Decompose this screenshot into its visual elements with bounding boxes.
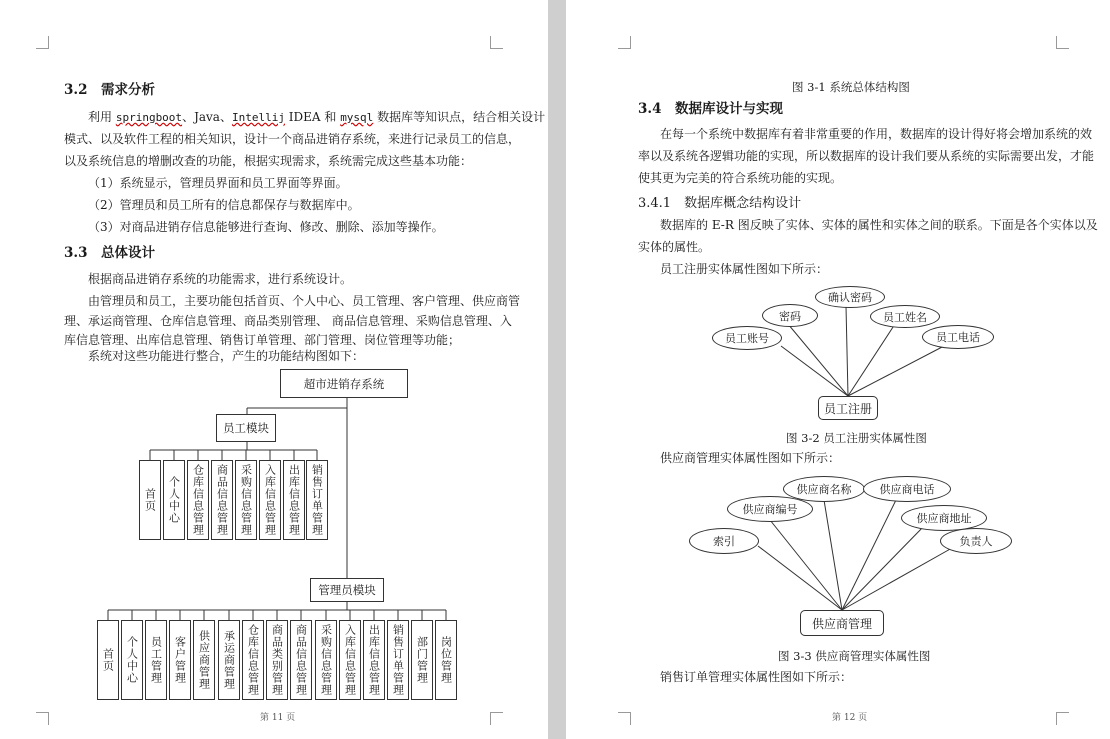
page-number: 第 11 页 bbox=[260, 713, 296, 723]
heading-3-4-1: 3.4.1 数据库概念结构设计 bbox=[638, 196, 802, 211]
er-attribute: 供应商名称 bbox=[783, 476, 865, 502]
tree-leaf-node: 出库信息管理 bbox=[283, 460, 305, 540]
list-item: （3）对商品进销存信息能够进行查询、修改、删除、添加等操作。 bbox=[88, 220, 444, 234]
tree-leaf-node: 出库信息管理 bbox=[363, 620, 385, 700]
tree-leaf-node: 商品信息管理 bbox=[290, 620, 312, 700]
paragraph-line: 以及系统信息的增删改查的功能，根据实现需求，系统需完成这些基本功能： bbox=[64, 154, 473, 168]
paragraph-line: 使其更为完美的符合系统功能的实现。 bbox=[638, 171, 843, 185]
admin-module-node: 管理员模块 bbox=[310, 578, 384, 602]
figure-caption: 图 3-3 供应商管理实体属性图 bbox=[778, 649, 931, 663]
page-11 bbox=[0, 0, 548, 739]
tree-leaf-node: 承运商管理 bbox=[218, 620, 240, 700]
figure-caption: 图 3-2 员工注册实体属性图 bbox=[786, 431, 927, 445]
page-number: 第 12 页 bbox=[832, 713, 868, 723]
paragraph-line: 供应商管理实体属性图如下所示： bbox=[660, 451, 841, 465]
tree-leaf-node: 员工管理 bbox=[145, 620, 167, 700]
page-12 bbox=[566, 0, 1110, 739]
er-entity: 员工注册 bbox=[818, 396, 878, 420]
paragraph-line: 库信息管理、出库信息管理、销售订单管理、部门管理、岗位管理等功能； bbox=[64, 333, 461, 347]
tree-leaf-node: 个人中心 bbox=[163, 460, 185, 540]
paragraph-line: 利用 springboot、Java、Intellij IDEA 和 mysql 数据库等知识点，结合相关设计 bbox=[88, 110, 546, 124]
paragraph-line: 员工注册实体属性图如下所示： bbox=[660, 262, 829, 276]
tree-leaf-node: 销售订单管理 bbox=[387, 620, 409, 700]
heading-3-2: 3.2 需求分析 bbox=[64, 82, 155, 98]
er-attribute: 密码 bbox=[762, 304, 818, 327]
paragraph-line: 实体的属性。 bbox=[638, 240, 711, 254]
er-attribute: 员工姓名 bbox=[870, 305, 940, 328]
tree-leaf-node: 仓库信息管理 bbox=[187, 460, 209, 540]
paragraph-line: 销售订单管理实体属性图如下所示： bbox=[660, 670, 853, 684]
er-entity: 供应商管理 bbox=[800, 610, 884, 636]
er-attribute: 供应商编号 bbox=[727, 496, 813, 522]
list-item: （1）系统显示，管理员界面和员工界面等界面。 bbox=[88, 176, 348, 190]
tree-leaf-node: 仓库信息管理 bbox=[242, 620, 264, 700]
employee-module-node: 员工模块 bbox=[216, 414, 276, 442]
er-attribute: 员工电话 bbox=[922, 325, 994, 349]
tree-leaf-node: 部门管理 bbox=[411, 620, 433, 700]
tree-leaf-node: 首页 bbox=[139, 460, 161, 540]
er-attribute: 负责人 bbox=[940, 528, 1012, 554]
er-attribute: 索引 bbox=[689, 528, 759, 554]
paragraph-line: 率以及系统各逻辑功能的实现，所以数据库的设计我们要从系统的实际需要出发，才能 bbox=[638, 149, 1095, 163]
tree-leaf-node: 岗位管理 bbox=[435, 620, 457, 700]
er-attribute: 供应商电话 bbox=[863, 476, 951, 502]
tree-leaf-node: 采购信息管理 bbox=[315, 620, 337, 700]
paragraph-line: 由管理员和员工，主要功能包括首页、个人中心、员工管理、客户管理、供应商管 bbox=[88, 294, 521, 308]
tree-leaf-node: 首页 bbox=[97, 620, 119, 700]
tree-leaf-node: 商品类别管理 bbox=[266, 620, 288, 700]
list-item: （2）管理员和员工所有的信息都保存与数据库中。 bbox=[88, 198, 360, 212]
tree-leaf-node: 商品信息管理 bbox=[211, 460, 233, 540]
heading-3-3: 3.3 总体设计 bbox=[64, 245, 155, 261]
tree-leaf-node: 入库信息管理 bbox=[259, 460, 281, 540]
tree-leaf-node: 供应商管理 bbox=[193, 620, 215, 700]
page-gutter bbox=[548, 0, 566, 739]
er-attribute: 供应商地址 bbox=[901, 505, 987, 531]
tree-leaf-node: 个人中心 bbox=[121, 620, 143, 700]
figure-caption: 图 3-1 系统总体结构图 bbox=[792, 80, 910, 94]
tree-root-node: 超市进销存系统 bbox=[280, 369, 408, 398]
tree-leaf-node: 入库信息管理 bbox=[339, 620, 361, 700]
paragraph-line: 模式、以及软件工程的相关知识，设计一个商品进销存系统，来进行记录员工的信息， bbox=[64, 132, 521, 146]
paragraph-line: 根据商品进销存系统的功能需求，进行系统设计。 bbox=[88, 272, 353, 286]
tree-leaf-node: 采购信息管理 bbox=[235, 460, 257, 540]
paragraph-line: 系统对这些功能进行整合，产生的功能结构图如下： bbox=[88, 349, 365, 363]
paragraph-line: 理、承运商管理、仓库信息管理、商品类别管理、 商品信息管理、采购信息管理、入 bbox=[64, 314, 512, 328]
er-attribute: 确认密码 bbox=[815, 286, 885, 308]
er-attribute: 员工账号 bbox=[712, 326, 782, 350]
heading-3-4: 3.4 数据库设计与实现 bbox=[638, 101, 783, 117]
paragraph-line: 数据库的 E-R 图反映了实体、实体的属性和实体之间的联系。下面是各个实体以及 bbox=[660, 218, 1098, 232]
tree-leaf-node: 客户管理 bbox=[169, 620, 191, 700]
paragraph-line: 在每一个系统中数据库有着非常重要的作用，数据库的设计得好将会增加系统的效 bbox=[660, 127, 1093, 141]
tree-leaf-node: 销售订单管理 bbox=[306, 460, 328, 540]
